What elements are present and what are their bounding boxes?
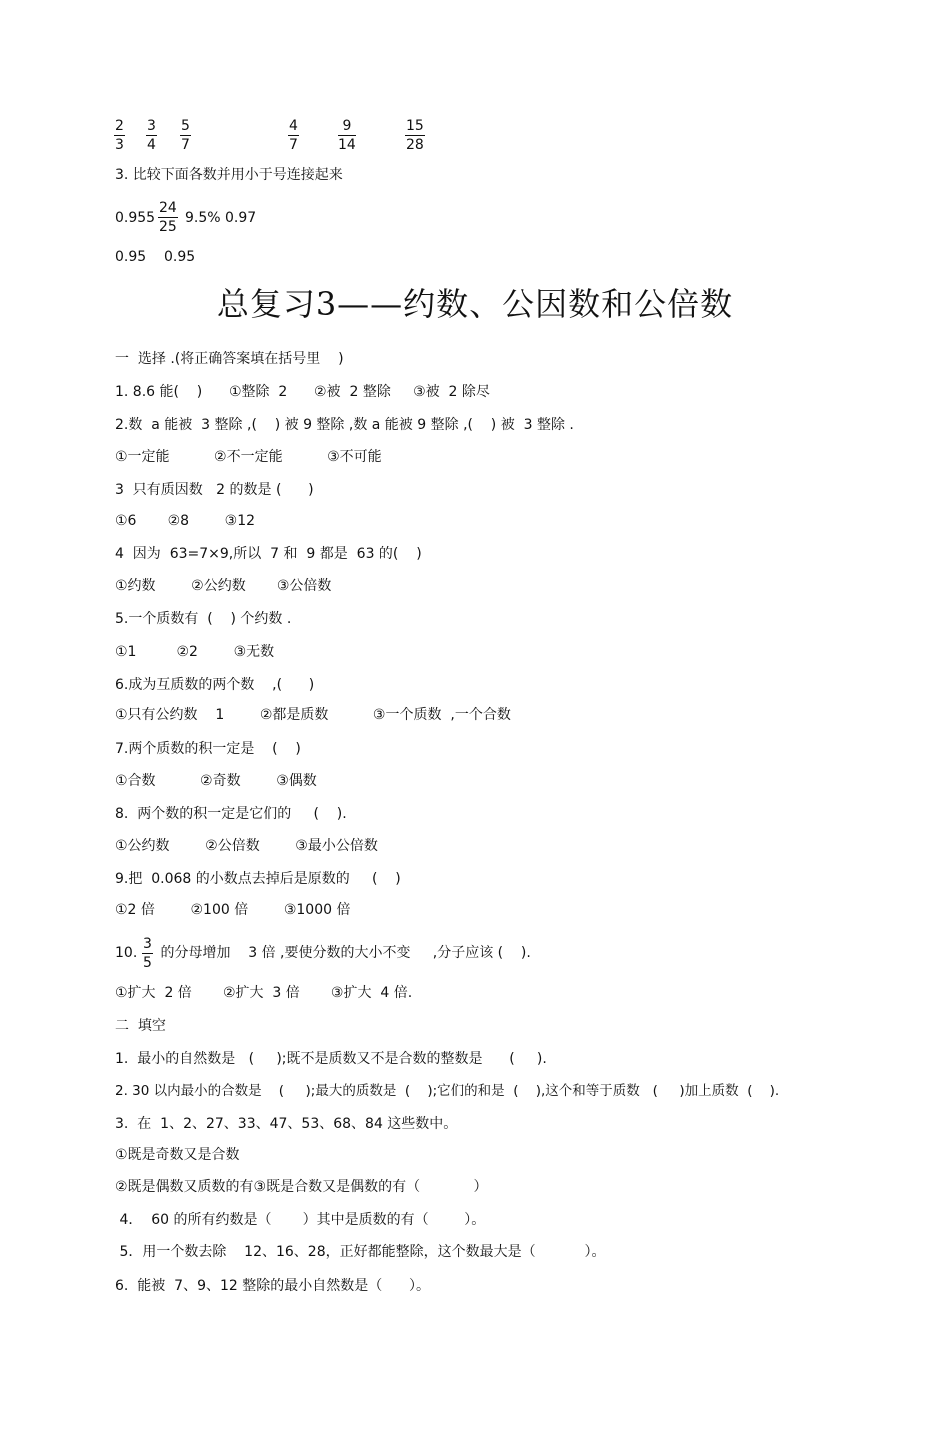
fraction-2: 3 4: [147, 118, 156, 153]
s1-line: 9.把 0.068 的小数点去掉后是原数的 ( ): [115, 871, 401, 887]
fraction-6: 15 28: [406, 118, 424, 153]
s1-line: 1. 8.6 能( ) ①整除 2 ②被 2 整除 ③被 2 除尽: [115, 384, 490, 400]
s1-line: 6.成为互质数的两个数 ,( ): [115, 677, 315, 693]
section2-heading: 二 填空: [115, 1018, 166, 1034]
s1-line: ①只有公约数 1 ②都是质数 ③一个质数 ,一个合数: [115, 707, 511, 723]
s1-line: ①2 倍 ②100 倍 ③1000 倍: [115, 902, 351, 918]
compare-line2: 0.95 0.95: [115, 249, 196, 265]
q10-fraction: 3 5: [143, 936, 152, 971]
fraction-1: 2 3: [115, 118, 124, 153]
s2-line: 1. 最小的自然数是 ( );既不是质数又不是合数的整数是 ( ).: [115, 1051, 547, 1067]
s1-line: ①公约数 ②公倍数 ③最小公倍数: [115, 838, 378, 854]
compare-fraction: 24 25: [159, 200, 177, 235]
s1-line: ①一定能 ②不一定能 ③不可能: [115, 449, 382, 465]
s1-line: ①6 ②8 ③12: [115, 513, 256, 529]
s2-line: 4． 60 的所有约数是（ ）其中是质数的有（ ）。: [115, 1212, 486, 1228]
s1-line: 3 只有质因数 2 的数是 ( ): [115, 482, 314, 498]
section1-heading: 一 选择 .(将正确答案填在括号里 ): [115, 351, 344, 367]
s1-line: ①合数 ②奇数 ③偶数: [115, 773, 317, 789]
compare-heading: 3. 比较下面各数并用小于号连接起来: [115, 167, 343, 183]
compare-after: 9.5% 0.97: [185, 210, 257, 226]
s2-line: ②既是偶数又质数的有③既是合数又是偶数的有（ ）: [115, 1179, 488, 1195]
s1-line: 4 因为 63=7×9,所以 7 和 9 都是 63 的( ): [115, 546, 422, 562]
q10-suffix: 的分母增加 3 倍 ,要使分数的大小不变 ,分子应该 ( ).: [156, 945, 531, 961]
fraction-5: 9 14: [338, 118, 356, 153]
compare-before: 0.955: [115, 210, 156, 226]
s1-line: 2.数 a 能被 3 整除 ,( ) 被 9 整除 ,数 a 能被 9 整除 ,( ) 被 3 整除 .: [115, 417, 574, 433]
s2-line: ①既是奇数又是合数: [115, 1147, 240, 1163]
fraction-3: 5 7: [181, 118, 190, 153]
s1-line: 8. 两个数的积一定是它们的 ( ).: [115, 806, 347, 822]
s2-line: 6. 能被 7、9、12 整除的最小自然数是（ ）。: [115, 1278, 430, 1294]
s1-line: ①1 ②2 ③无数: [115, 644, 275, 660]
q10-prefix: 10.: [115, 945, 138, 961]
q10-options: ①扩大 2 倍 ②扩大 3 倍 ③扩大 4 倍.: [115, 985, 413, 1001]
s1-line: ①约数 ②公约数 ③公倍数: [115, 578, 332, 594]
s2-line: 5．用一个数去除 12、16、28，正好都能整除，这个数最大是（ ）。: [115, 1244, 606, 1260]
s2-line: 3. 在 1、2、27、33、47、53、68、84 这些数中。: [115, 1116, 458, 1132]
fraction-4: 4 7: [289, 118, 298, 153]
page-title: 总复习3——约数、公因数和公倍数: [216, 285, 734, 323]
s2-line: 2. 30 以内最小的合数是 ( );最大的质数是 ( );它们的和是 ( ),这个和等于质数 ( )加上质数 ( ).: [115, 1083, 780, 1099]
s1-line: 7.两个质数的积一定是 ( ): [115, 741, 301, 757]
s1-line: 5.一个质数有 ( ) 个约数 .: [115, 611, 292, 627]
